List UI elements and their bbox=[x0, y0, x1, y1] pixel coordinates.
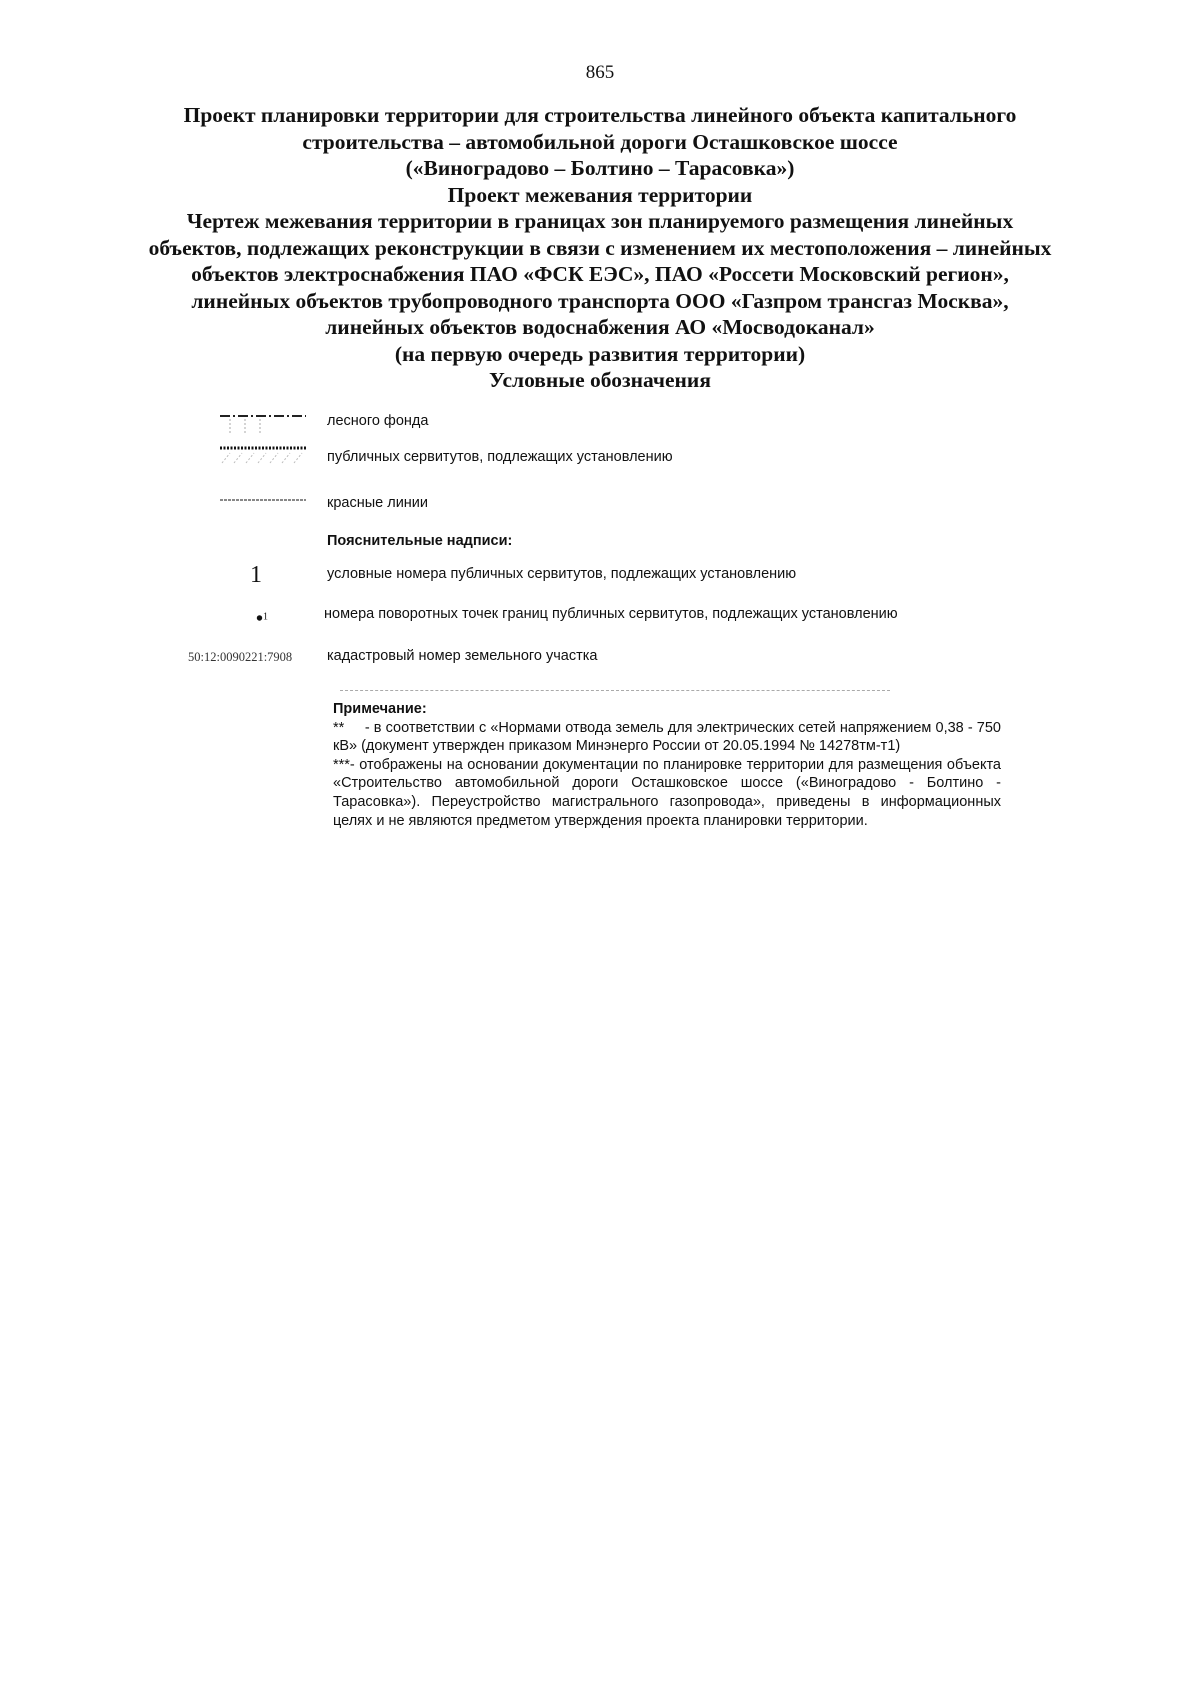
forest-boundary-line-icon bbox=[220, 413, 306, 435]
separator bbox=[340, 690, 890, 691]
turning-point-symbol bbox=[256, 608, 268, 631]
document-title bbox=[60, 102, 1140, 394]
legend-label: публичных сервитутов, подлежащих установлению bbox=[327, 449, 673, 465]
easement-number-symbol: 1 bbox=[250, 562, 262, 588]
title-line: (на первую очередь развития территории) bbox=[394, 341, 806, 366]
cadastral-number-symbol: 50:12:0090221:7908 bbox=[188, 650, 293, 664]
red-line-icon bbox=[220, 495, 306, 505]
turning-point-number: 1 bbox=[263, 611, 269, 623]
title-line: Проект межевания территории bbox=[447, 182, 753, 207]
legend-label: красные линии bbox=[327, 495, 429, 511]
note-heading: Примечание: bbox=[333, 701, 427, 717]
caption-label: кадастровый номер земельного участка bbox=[327, 648, 598, 664]
title-line: объектов, подлежащих реконструкции в связи с изменением их местоположения – линейных bbox=[148, 235, 1052, 260]
captions-heading: Пояснительные надписи: bbox=[327, 533, 513, 549]
point-dot-icon: • bbox=[256, 608, 264, 630]
easement-hatch-icon bbox=[220, 445, 306, 467]
caption-label: условные номера публичных сервитутов, подлежащих установлению bbox=[327, 566, 797, 582]
title-line: линейных объектов трубопроводного транспорта ООО «Газпром трансгаз Москва», bbox=[191, 288, 1009, 313]
title-line: Чертеж межевания территории в границах зон планируемого размещения линейных bbox=[186, 209, 1014, 233]
page-number: 865 bbox=[585, 62, 615, 83]
caption-label: номера поворотных точек границ публичных сервитутов, подлежащих установлению bbox=[324, 606, 898, 622]
title-line: линейных объектов водоснабжения АО «Мосводоканал» bbox=[325, 315, 875, 339]
title-line: («Виноградово – Болтино – Тарасовка») bbox=[405, 156, 795, 180]
note bbox=[333, 700, 1006, 830]
legend-title: Условные обозначения bbox=[489, 368, 711, 392]
note-paragraph: ** - в соответствии с «Нормами отвода земель для электрических сетей напряжением 0,38 - 750 кВ» (документ утвержден приказом Минэнерго России от 20.05.1994 № 14278тм-т1) bbox=[333, 719, 1006, 755]
note-paragraph: ***- отображены на основании документации по планировке территории для размещения объекта «Строительство автомобильной дороги Осташковское шоссе («Виноградово - Болтино - Тарасовка»). Переустройство магистрального газопровода», приведены в информационных целях и не являются предметом утверждения проекта планировки территории. bbox=[333, 756, 1001, 829]
title-line: Проект планировки территории для строительства линейного объекта капитального bbox=[183, 103, 1017, 127]
title-line: строительства – автомобильной дороги Осташковское шоссе bbox=[302, 129, 898, 154]
legend-label: лесного фонда bbox=[327, 413, 429, 429]
title-line: объектов электроснабжения ПАО «ФСК ЕЭС», ПАО «Россети Московский регион», bbox=[191, 262, 1009, 286]
